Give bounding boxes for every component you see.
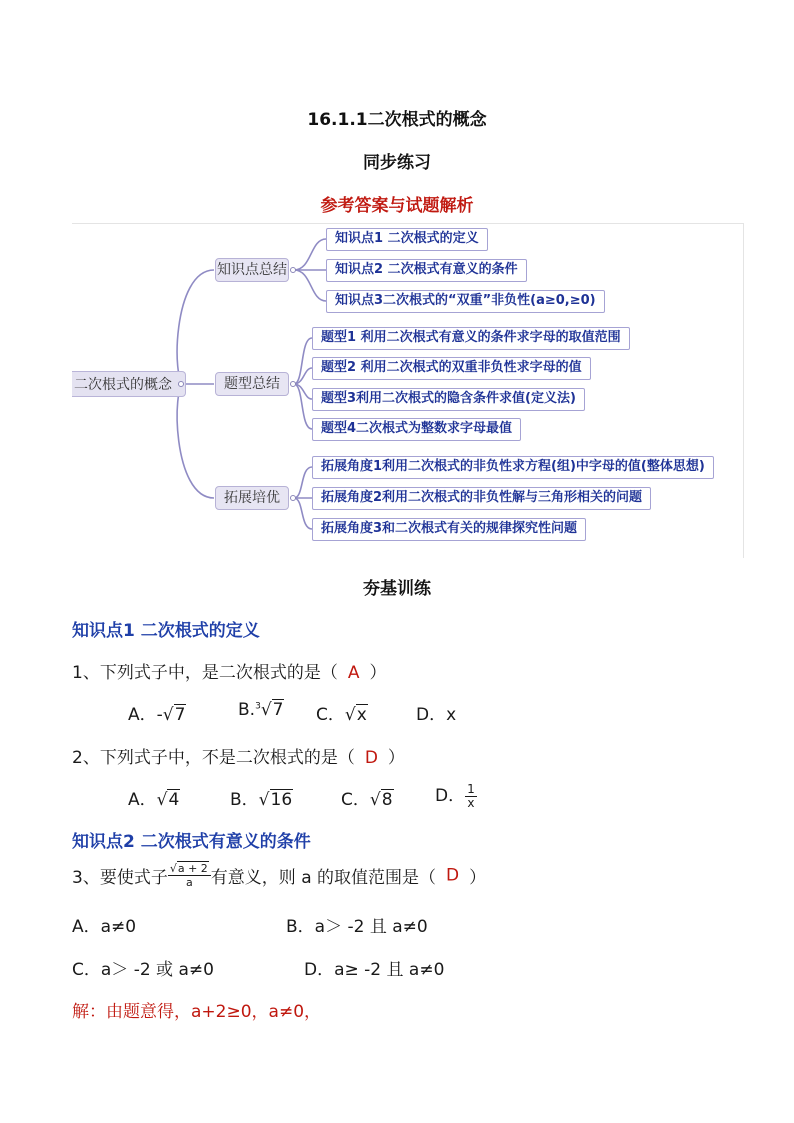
q1-option-c	[316, 700, 368, 725]
mindmap-branch-question-types: 题型总结	[215, 372, 289, 396]
mindmap-leaf: 知识点3二次根式的“双重”非负性(a≥0,≥0)	[326, 290, 605, 313]
option-label: D．	[435, 786, 466, 806]
mindmap-branch-extension: 拓展培优	[215, 486, 289, 510]
option-label: C．	[341, 790, 370, 810]
q2-option-a	[128, 785, 180, 810]
mindmap-leaf: 拓展角度3和二次根式有关的规律探究性问题	[312, 518, 586, 541]
fraction	[465, 783, 477, 810]
question-2	[72, 743, 405, 768]
mindmap-leaf: 题型4二次根式为整数求字母最值	[312, 418, 521, 441]
question-stem: 3、要使式子	[72, 868, 168, 888]
radicand: 4	[168, 790, 180, 810]
mindmap-leaf: 题型3利用二次根式的隐含条件求值(定义法)	[312, 388, 585, 411]
collapse-dot-icon[interactable]	[290, 495, 296, 501]
option-label: B．	[230, 790, 259, 810]
question-3	[72, 862, 486, 889]
question-close: ）	[387, 748, 405, 768]
question-close: ）	[369, 663, 387, 683]
solution-body: a+2≥0，a≠0，	[191, 1002, 322, 1022]
solution-line	[72, 997, 321, 1022]
fraction	[168, 862, 211, 889]
question-close: ）	[469, 868, 487, 888]
radicand: 8	[381, 790, 393, 810]
mindmap-leaf: 知识点2 二次根式有意义的条件	[326, 259, 527, 282]
answer-title: 参考答案与试题解析	[320, 196, 474, 216]
radicand: 16	[270, 790, 293, 810]
q2-option-d	[435, 781, 477, 810]
q3-option-b: B．a＞ ‐2 且 a≠0	[286, 917, 428, 937]
answer-choice: D	[446, 865, 460, 886]
answer-choice: D	[364, 748, 378, 768]
q2-option-c	[341, 785, 394, 810]
question-1	[72, 658, 386, 683]
kp2-heading: 知识点2 二次根式有意义的条件	[72, 832, 311, 852]
sqrt-sign-icon: √	[260, 700, 272, 720]
q1-option-b	[238, 700, 284, 720]
question-stem-post: 有意义，则 a 的取值范围是（	[210, 868, 437, 888]
q3-option-a: A．a≠0	[72, 917, 137, 937]
mindmap-leaf: 题型2 利用二次根式的双重非负性求字母的值	[312, 357, 591, 380]
radicand: 7	[174, 705, 186, 725]
mindmap-leaf: 拓展角度1利用二次根式的非负性求方程(组)中字母的值(整体思想)	[312, 456, 714, 479]
doc-subtitle: 同步练习	[363, 153, 431, 173]
section-title: 夯基训练	[363, 579, 431, 599]
sqrt-sign-icon: √	[258, 790, 270, 810]
option-label: A．	[128, 790, 157, 810]
mindmap-leaf: 拓展角度2利用二次根式的非负性解与三角形相关的问题	[312, 487, 651, 510]
root-index: 3	[255, 701, 261, 712]
kp1-heading: 知识点1 二次根式的定义	[72, 621, 260, 641]
answer-choice: A	[347, 663, 360, 683]
radicand: 7	[272, 700, 284, 720]
q3-option-c: C．a＞ ‐2 或 a≠0	[72, 960, 214, 980]
sqrt-sign-icon: √	[156, 790, 168, 810]
question-stem: 2、下列式子中，不是二次根式的是（	[72, 748, 355, 768]
mindmap-leaf: 知识点1 二次根式的定义	[326, 228, 488, 251]
option-label: A．-	[128, 705, 163, 725]
denominator: x	[467, 795, 475, 810]
sqrt-sign-icon: √	[169, 862, 177, 875]
radicand: x	[356, 705, 367, 725]
denominator: a	[185, 876, 193, 889]
doc-title: 16.1.1二次根式的概念	[307, 110, 487, 130]
numerator	[168, 862, 211, 876]
q2-option-b	[230, 785, 293, 810]
option-label: C．	[316, 705, 345, 725]
mindmap-leaf: 题型1 利用二次根式有意义的条件求字母的取值范围	[312, 327, 630, 350]
sqrt-sign-icon: √	[344, 705, 356, 725]
q1-option-a	[128, 700, 186, 725]
numerator: 1	[467, 781, 475, 796]
sqrt-sign-icon: √	[369, 790, 381, 810]
collapse-dot-icon[interactable]	[290, 381, 296, 387]
collapse-dot-icon[interactable]	[178, 381, 184, 387]
radicand: a + 2	[177, 862, 208, 875]
q1-option-d: D．x	[416, 705, 457, 725]
collapse-dot-icon[interactable]	[290, 267, 296, 273]
question-stem: 1、下列式子中，是二次根式的是（	[72, 663, 338, 683]
sqrt-sign-icon: √	[162, 705, 174, 725]
mind-map	[72, 223, 744, 558]
solution-prefix: 解：由题意得，	[72, 1002, 191, 1022]
mindmap-root: 二次根式的概念	[72, 371, 186, 397]
q3-option-d: D．a≥ ‐2 且 a≠0	[304, 960, 445, 980]
mindmap-branch-knowledge: 知识点总结	[215, 258, 289, 282]
option-label: B.	[238, 700, 256, 720]
